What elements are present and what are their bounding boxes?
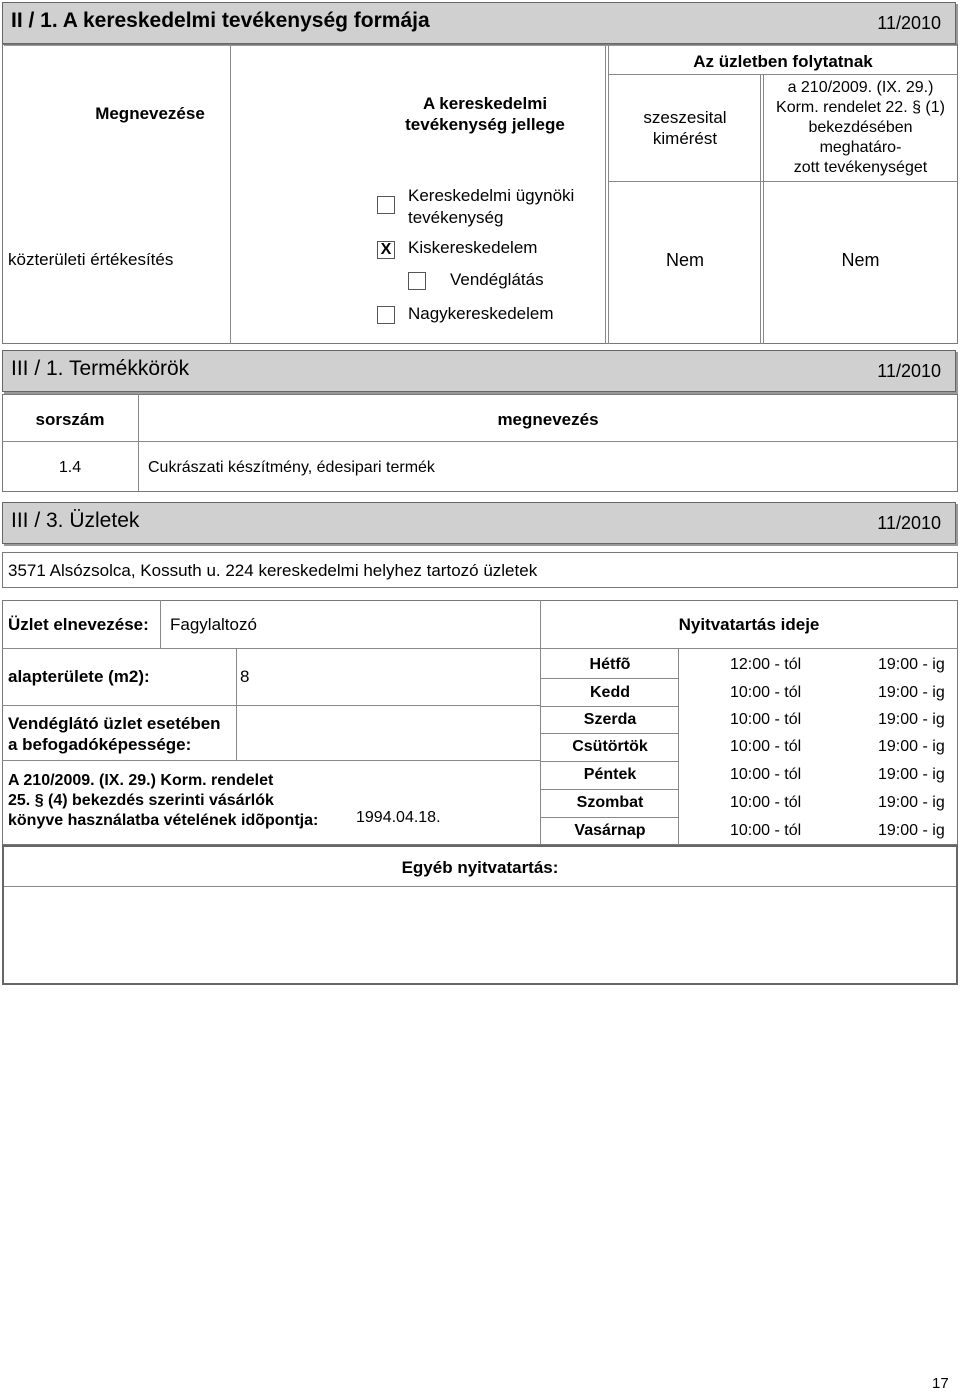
col-header-alcohol: szeszesital kimérést <box>643 108 727 148</box>
complaints-book-date: 1994.04.18. <box>356 809 441 826</box>
checkbox-catering[interactable] <box>408 272 426 290</box>
regulation-value: Nem <box>841 250 880 270</box>
col-header-number: sorszám <box>35 410 105 429</box>
section-header-activity-form <box>2 2 956 44</box>
type-label-catering: Vendéglátás <box>450 270 544 289</box>
opening-from: 10:00 - tól <box>730 822 802 839</box>
shop-name-value: Fagylaltozó <box>170 615 257 634</box>
opening-day: Szerda <box>583 711 637 728</box>
opening-hours-title: Nyitvatartás ideje <box>678 615 820 634</box>
capacity-label: Vendéglátó üzlet esetében a befogadóképessége: <box>8 714 221 754</box>
alcohol-value: Nem <box>665 250 704 270</box>
page-number: 17 <box>932 1375 949 1392</box>
area-label: alapterülete (m2): <box>8 667 150 686</box>
section-title: III / 1. Termékkörök <box>11 357 190 380</box>
section-date: 11/2010 <box>877 361 941 381</box>
opening-to: 19:00 - ig <box>878 656 945 673</box>
area-value: 8 <box>240 667 250 686</box>
opening-to: 19:00 - ig <box>878 684 945 701</box>
section-title: III / 3. Üzletek <box>11 509 140 532</box>
opening-day: Péntek <box>583 766 637 783</box>
opening-from: 10:00 - tól <box>730 684 802 701</box>
products-table <box>2 394 958 492</box>
col-header-product-name: megnevezés <box>497 410 599 429</box>
other-hours-label: Egyéb nyitvatartás: <box>401 858 559 877</box>
checkbox-retail[interactable]: X <box>377 241 395 259</box>
opening-day: Kedd <box>590 684 630 701</box>
col-header-activity-type: A kereskedelmi tevékenység jellege <box>405 94 565 134</box>
opening-from: 10:00 - tól <box>730 738 802 755</box>
section-header-product-groups <box>2 350 956 392</box>
section-header-shops <box>2 502 956 544</box>
shop-address: 3571 Alsózsolca, Kossuth u. 224 kereskedelmi helyhez tartozó üzletek <box>8 561 538 580</box>
opening-from: 12:00 - tól <box>730 656 802 673</box>
opening-to: 19:00 - ig <box>878 794 945 811</box>
opening-to: 19:00 - ig <box>878 766 945 783</box>
section-title: II / 1. A kereskedelmi tevékenység formája <box>11 9 430 32</box>
opening-to: 19:00 - ig <box>878 738 945 755</box>
product-name: Cukrászati készítmény, édesipari termék <box>148 459 435 476</box>
product-number: 1.4 <box>58 459 82 476</box>
shop-name-label: Üzlet elnevezése: <box>8 615 149 634</box>
opening-from: 10:00 - tól <box>730 794 802 811</box>
name-value: közterületi értékesítés <box>8 250 174 269</box>
col-header-in-shop: Az üzletben folytatnak <box>693 52 873 71</box>
section-date: 11/2010 <box>877 13 941 33</box>
opening-from: 10:00 - tól <box>730 766 802 783</box>
col-header-name: Megnevezése <box>95 104 205 123</box>
type-label-agent: Kereskedelmi ügynöki tevékenység <box>408 186 575 227</box>
opening-day: Vasárnap <box>574 822 646 839</box>
type-label-retail: Kiskereskedelem <box>408 238 538 257</box>
opening-from: 10:00 - tól <box>730 711 802 728</box>
checkbox-agent[interactable] <box>377 196 395 214</box>
type-label-wholesale: Nagykereskedelem <box>408 304 554 323</box>
opening-to: 19:00 - ig <box>878 822 945 839</box>
opening-day: Szombat <box>576 794 644 811</box>
col-header-regulation: a 210/2009. (IX. 29.) Korm. rendelet 22. § (1) bekezdésében meghatáro- zott tevékenységet <box>776 79 945 176</box>
section-date: 11/2010 <box>877 513 941 533</box>
checkbox-wholesale[interactable] <box>377 306 395 324</box>
complaints-book-label: A 210/2009. (IX. 29.) Korm. rendelet 25. § (4) bekezdés szerinti vásárlók könyve használatba vételének idõpontja: <box>8 772 319 829</box>
opening-day: Hétfõ <box>589 656 631 673</box>
opening-to: 19:00 - ig <box>878 711 945 728</box>
opening-day: Csütörtök <box>572 738 648 755</box>
